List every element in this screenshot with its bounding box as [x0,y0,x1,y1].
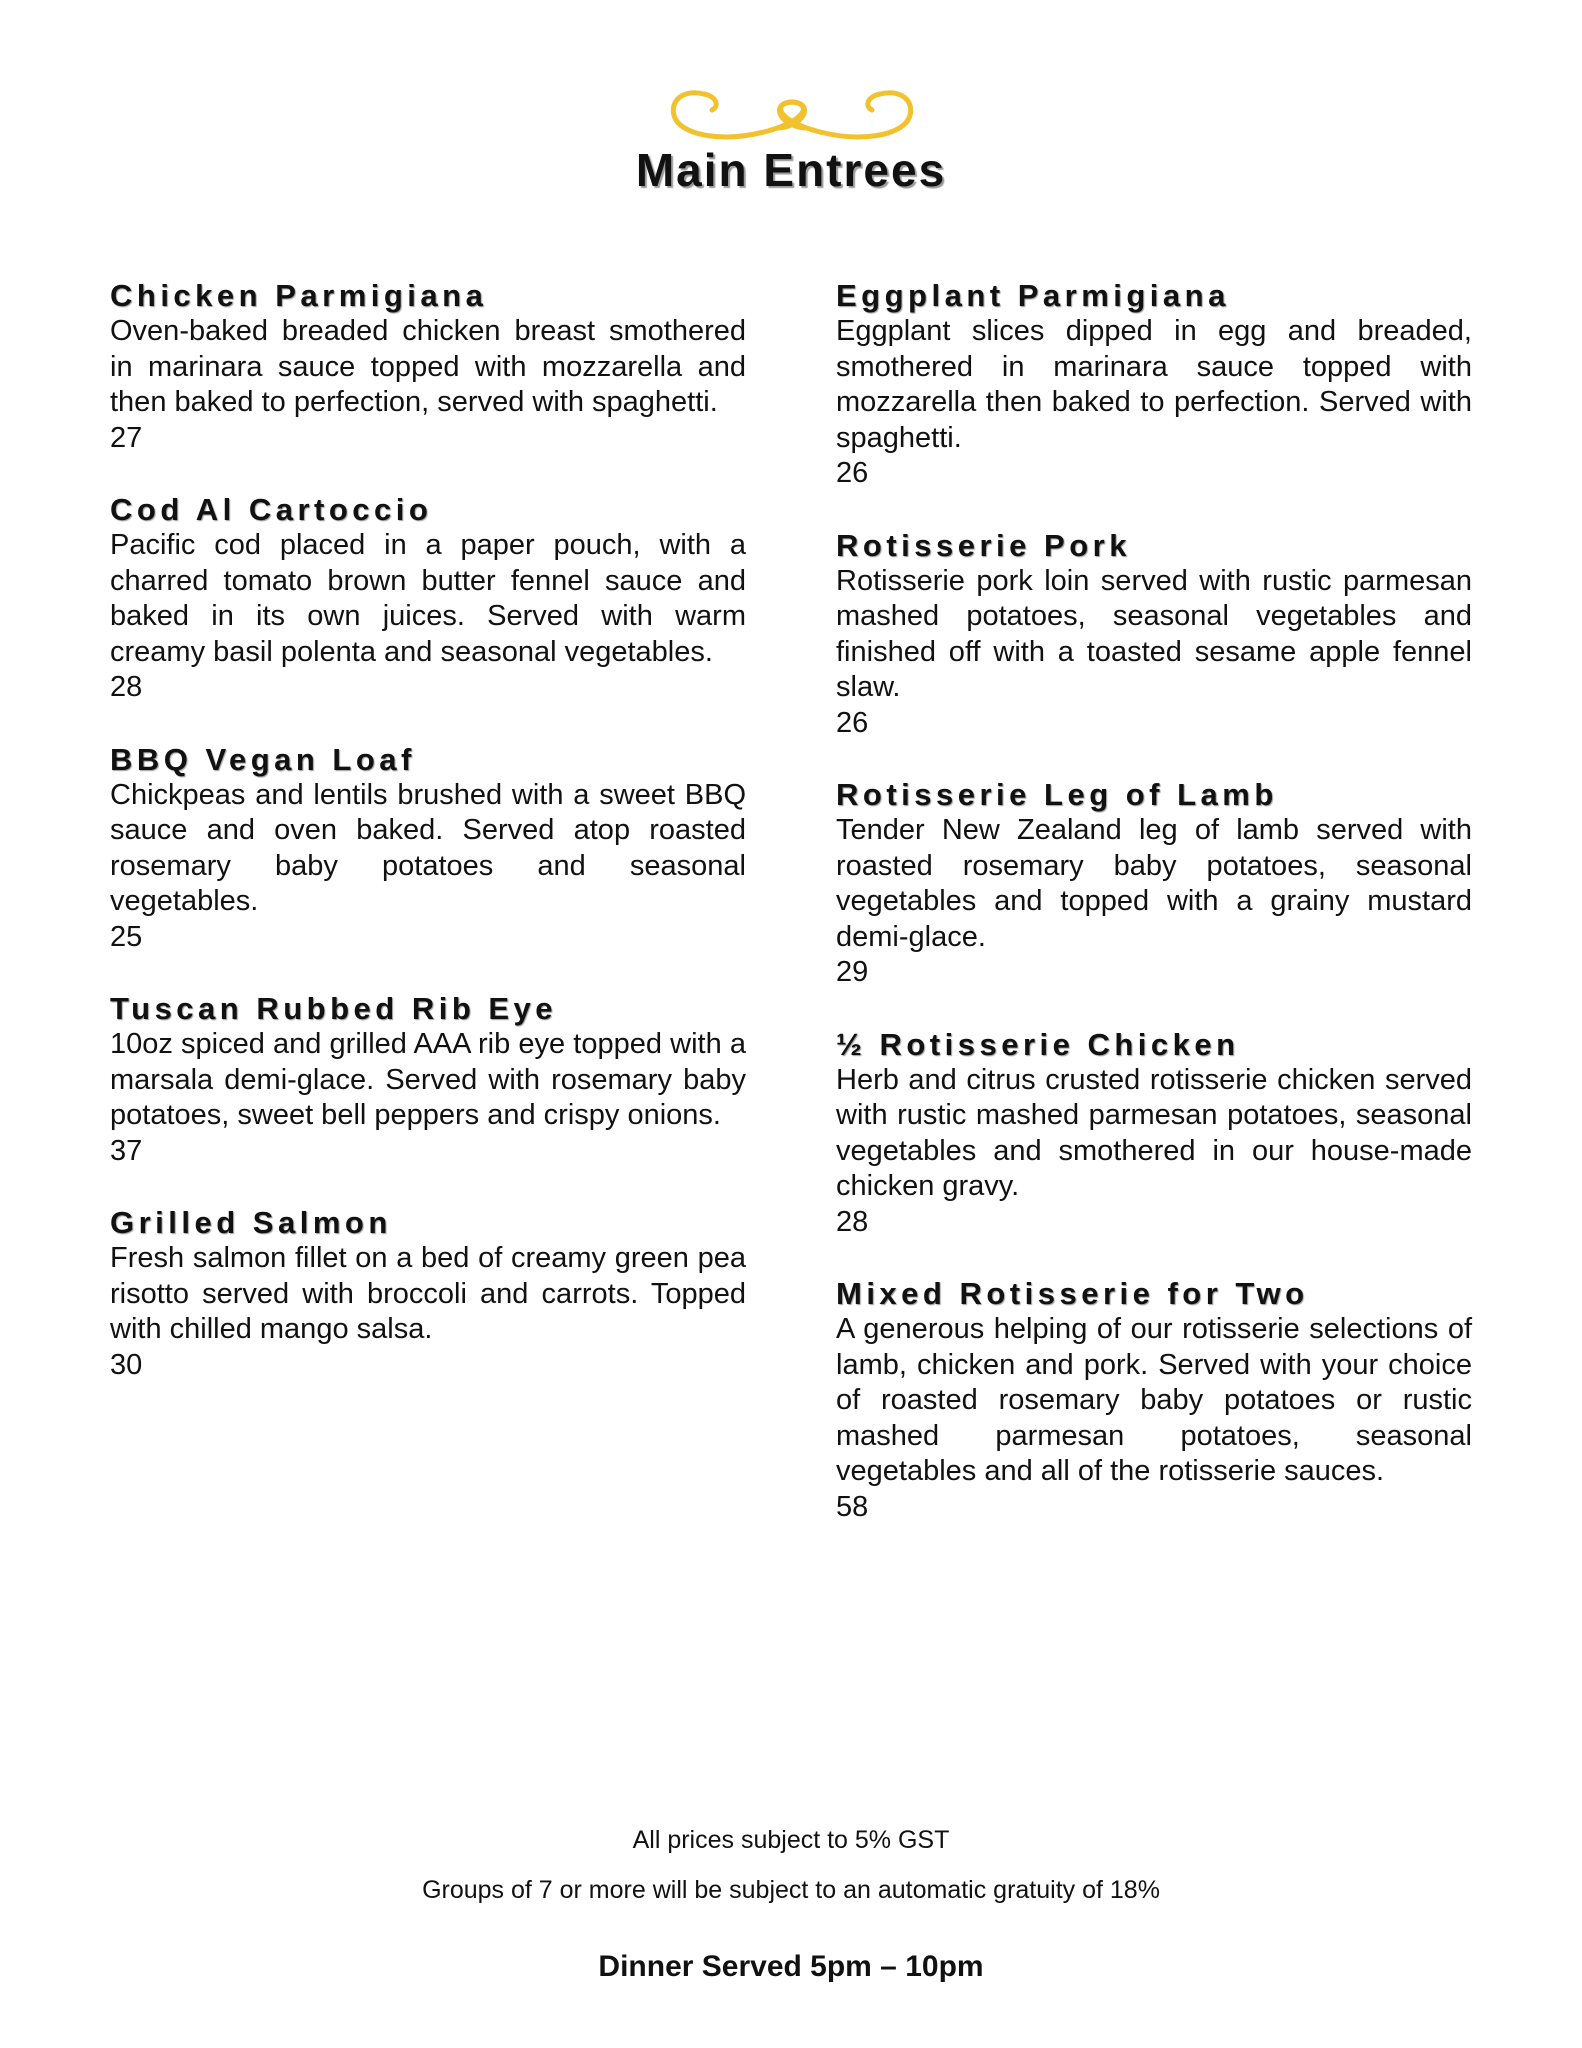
menu-column-left [110,278,746,1419]
menu-item-description: Eggplant slices dipped in egg and breaded, smothered in marinara sauce topped with mozzarella then baked to perfection. Served with spaghetti. [836,315,1472,454]
menu-item-name: BBQ Vegan Loaf [110,741,416,777]
menu-item-price: 26 [836,706,869,739]
menu-item-price: 30 [110,1348,143,1381]
menu-item-price: 26 [836,457,869,489]
menu-item-description: 10oz spiced and grilled AAA rib eye topped with a marsala demi-glace. Served with rosemary baby potatoes, sweet bell peppers and crispy onions. [110,1028,746,1131]
scroll-ornament-icon [664,80,920,146]
menu-item-name: Eggplant Parmigiana [836,278,1230,313]
menu-item [836,1276,1472,1525]
menu-item-price: 58 [836,1490,869,1523]
menu-item [110,278,746,456]
menu-item [110,1205,746,1383]
gst-note: All prices subject to 5% GST [632,1826,950,1854]
menu-item-name: Chicken Parmigiana [110,278,488,313]
menu-item-name: Tuscan Rubbed Rib Eye [110,991,558,1026]
page-title: Main Entrees [635,144,947,196]
menu-item-name: ½ Rotisserie Chicken [836,1026,1240,1062]
menu-item-description: Fresh salmon fillet on a bed of creamy green pea risotto served with broccoli and carrots. Topped with chilled mango salsa. [110,1242,746,1345]
menu-item-name: Mixed Rotisserie for Two [836,1276,1309,1311]
menu-item [836,528,1472,742]
menu-item-description: Pacific cod placed in a paper pouch, with a charred tomato brown butter fennel sauce and baked in its own juices. Served with warm creamy basil polenta and seasonal vegetables. [110,529,746,668]
menu-item [110,492,746,706]
menu-item-name: Cod Al Cartoccio [110,492,433,527]
menu-item [836,278,1472,492]
dinner-hours: Dinner Served 5pm – 10pm [598,1950,984,1983]
menu-item-price: 29 [836,956,869,988]
menu-item [836,1027,1472,1241]
menu-item-name: Rotisserie Pork [836,527,1131,563]
menu-column-right [836,278,1472,1561]
menu-item-price: 28 [836,1205,869,1238]
menu-item [836,777,1472,991]
menu-item [110,742,746,956]
menu-item [110,991,746,1169]
menu-item-price: 37 [110,1134,143,1167]
menu-item-description: Chickpeas and lentils brushed with a sweet BBQ sauce and oven baked. Served atop roasted rosemary baby potatoes and seasonal vegetables. [110,778,746,917]
menu-item-price: 27 [110,421,143,454]
menu-item-description: Rotisserie pork loin served with rustic parmesan mashed potatoes, seasonal vegetables and finished off with a toasted sesame apple fennel slaw. [836,564,1472,703]
gratuity-note: Groups of 7 or more will be subject to an automatic gratuity of 18% [422,1876,1160,1904]
menu-item-description: Tender New Zealand leg of lamb served with roasted rosemary baby potatoes, seasonal vegetables and topped with a grainy mustard demi-glace. [836,814,1472,953]
menu-item-description: Oven-baked breaded chicken breast smothered in marinara sauce topped with mozzarella and then baked to perfection, served with spaghetti. [110,315,746,418]
menu-item-price: 28 [110,671,143,703]
menu-item-name: Grilled Salmon [110,1205,392,1240]
menu-item-name: Rotisserie Leg of Lamb [836,777,1278,812]
menu-item-price: 25 [110,920,143,953]
menu-item-description: Herb and citrus crusted rotisserie chicken served with rustic mashed parmesan potatoes, seasonal vegetables and smothered in our house-made chicken gravy. [836,1063,1472,1202]
menu-item-description: A generous helping of our rotisserie selections of lamb, chicken and pork. Served with your choice of roasted rosemary baby potatoes or rustic mashed parmesan potatoes, seasonal vegetables and all of the rotisserie sauces. [836,1313,1472,1487]
